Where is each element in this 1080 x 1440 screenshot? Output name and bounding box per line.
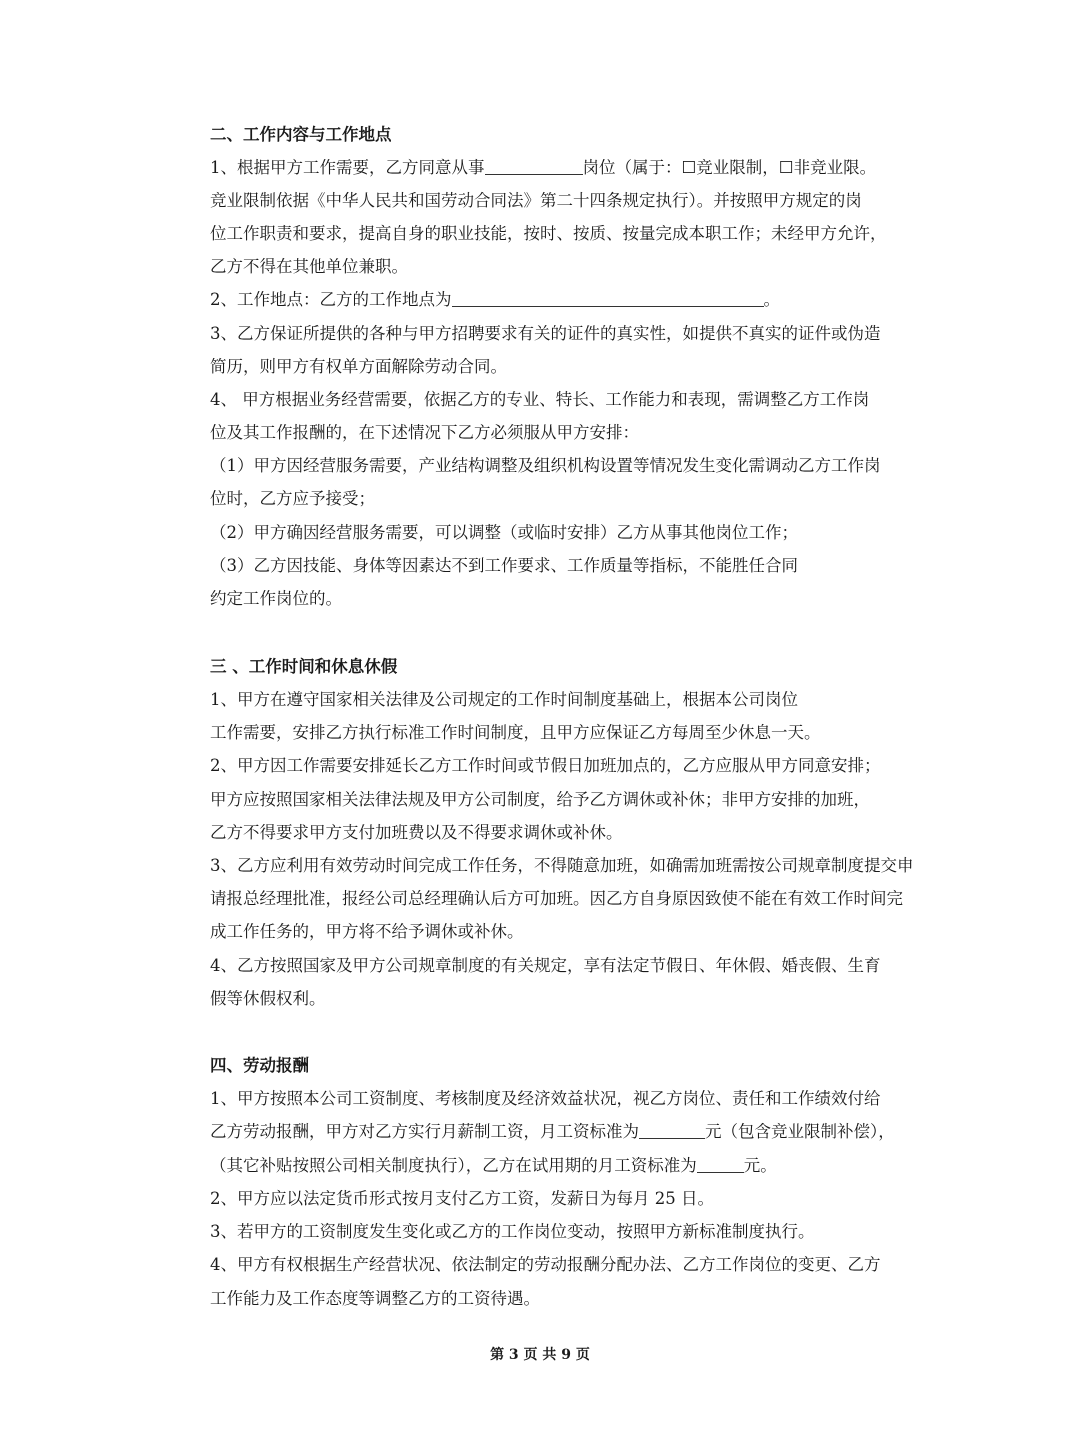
paragraph-line: 乙方不得在其他单位兼职。 <box>210 257 408 276</box>
paragraph-line: 工作能力及工作态度等调整乙方的工资待遇。 <box>210 1289 540 1308</box>
paragraph-line: 乙方不得要求甲方支付加班费以及不得要求调休或补休。 <box>210 823 623 842</box>
paragraph-line: 1、根据甲方工作需要，乙方同意从事 岗位（属于：☐竞业限制，☐非竞业限。 <box>210 158 877 177</box>
paragraph-line: 请报总经理批准，报经公司总经理确认后方可加班。因乙方自身原因致使不能在有效工作时间完 <box>210 889 903 908</box>
paragraph-line: 2、工作地点：乙方的工作地点为 。 <box>210 290 780 309</box>
paragraph-line: （其它补贴按照公司相关制度执行），乙方在试用期的月工资标准为 元。 <box>210 1156 777 1175</box>
paragraph-line: 位及其工作报酬的，在下述情况下乙方必须服从甲方安排： <box>210 423 639 442</box>
blank-field <box>639 1122 705 1139</box>
blank-field <box>697 1156 744 1173</box>
paragraph-line: 竞业限制依据《中华人民共和国劳动合同法》第二十四条规定执行）。并按照甲方规定的岗 <box>210 191 862 210</box>
paragraph-line: 工作需要，安排乙方执行标准工作时间制度，且甲方应保证乙方每周至少休息一天。 <box>210 723 821 742</box>
paragraph-line: 简历，则甲方有权单方面解除劳动合同。 <box>210 357 507 376</box>
paragraph-line: 4、乙方按照国家及甲方公司规章制度的有关规定，享有法定节假日、年休假、婚丧假、生育 <box>210 956 881 975</box>
paragraph-line: （2）甲方确因经营服务需要，可以调整（或临时安排）乙方从事其他岗位工作； <box>210 523 798 542</box>
section-heading: 四、劳动报酬 <box>210 1056 309 1075</box>
page-number: 第 3 页 共 9 页 <box>490 1347 590 1363</box>
paragraph-line: 位工作职责和要求，提高自身的职业技能，按时、按质、按量完成本职工作；未经甲方允许， <box>210 224 887 243</box>
paragraph-line: 2、甲方应以法定货币形式按月支付乙方工资，发薪日为每月 25 日。 <box>210 1189 714 1208</box>
paragraph-line: 乙方劳动报酬，甲方对乙方实行月薪制工资，月工资标准为 元（包含竞业限制补偿）， <box>210 1122 895 1141</box>
paragraph-line: 3、若甲方的工资制度发生变化或乙方的工作岗位变动，按照甲方新标准制度执行。 <box>210 1222 815 1241</box>
paragraph-line: 甲方应按照国家相关法律法规及甲方公司制度，给予乙方调休或补休；非甲方安排的加班， <box>210 790 870 809</box>
paragraph-line: 约定工作岗位的。 <box>210 589 342 608</box>
blank-field <box>485 158 583 175</box>
paragraph-line: 1、甲方在遵守国家相关法律及公司规定的工作时间制度基础上，根据本公司岗位 <box>210 690 798 709</box>
paragraph-line: 3、乙方应利用有效劳动时间完成工作任务，不得随意加班，如确需加班需按公司规章制度提交申 <box>210 856 914 875</box>
paragraph-line: 假等休假权利。 <box>210 989 326 1008</box>
paragraph-line: 4、 甲方根据业务经营需要，依据乙方的专业、特长、工作能力和表现，需调整乙方工作岗 <box>210 390 870 409</box>
section-heading: 三 、工作时间和休息休假 <box>210 657 398 676</box>
paragraph-line: 4、甲方有权根据生产经营状况、依法制定的劳动报酬分配办法、乙方工作岗位的变更、乙方 <box>210 1255 881 1274</box>
paragraph-line: （3）乙方因技能、身体等因素达不到工作要求、工作质量等指标，不能胜任合同 <box>210 556 798 575</box>
paragraph-line: 成工作任务的，甲方将不给予调休或补休。 <box>210 922 524 941</box>
paragraph-line: 1、甲方按照本公司工资制度、考核制度及经济效益状况，视乙方岗位、责任和工作绩效付给 <box>210 1089 881 1108</box>
paragraph-line: 3、乙方保证所提供的各种与甲方招聘要求有关的证件的真实性，如提供不真实的证件或伪造 <box>210 324 881 343</box>
section-heading: 二、工作内容与工作地点 <box>210 125 392 144</box>
paragraph-line: 2、甲方因工作需要安排延长乙方工作时间或节假日加班加点的，乙方应服从甲方同意安排； <box>210 756 881 775</box>
blank-field <box>452 290 764 307</box>
paragraph-line: （1）甲方因经营服务需要，产业结构调整及组织机构设置等情况发生变化需调动乙方工作岗 <box>210 456 881 475</box>
paragraph-line: 位时，乙方应予接受； <box>210 489 375 508</box>
